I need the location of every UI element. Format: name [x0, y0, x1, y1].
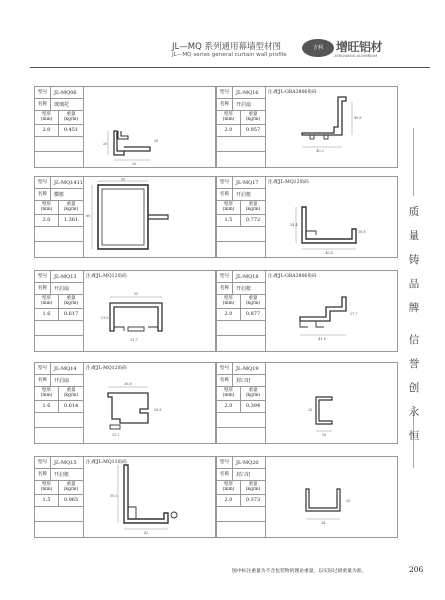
name-value: 横框: [54, 192, 65, 198]
spec-table: [35, 271, 83, 351]
wall-unit: (mm): [222, 486, 235, 492]
wall-value: 2.0: [35, 215, 59, 226]
svg-text:20: 20: [103, 142, 108, 146]
weight-unit: (kg/m): [245, 300, 261, 306]
model-label: 型号: [217, 87, 233, 98]
blank-row: [217, 321, 265, 336]
wall-unit: (mm): [222, 300, 235, 306]
logo-subtitle: ZENGWANG ALUMINIUM: [334, 54, 378, 58]
weight-value: 0.451: [63, 126, 79, 133]
profile-card: [34, 456, 216, 538]
blank-row: [35, 428, 83, 443]
weight-label: 重量: [248, 295, 258, 301]
spec-value-row: [35, 309, 83, 321]
svg-text:30: 30: [131, 162, 137, 166]
wall-value: 2.0: [217, 401, 241, 412]
model-row: [217, 177, 265, 189]
weight-label: 重量: [66, 481, 76, 487]
spec-value-row: [217, 215, 265, 227]
svg-text:31.7: 31.7: [130, 338, 138, 342]
weight-label: 重量: [248, 201, 258, 207]
wall-header: [217, 481, 241, 494]
wall-label: 壁厚: [42, 201, 51, 207]
spec-header-row: [217, 201, 265, 215]
wall-header: [217, 387, 241, 400]
wall-label: 壁厚: [224, 295, 233, 301]
weight-header: [59, 481, 83, 494]
spec-header-row: [217, 481, 265, 495]
name-row: [217, 283, 265, 295]
weight-label: 重量: [66, 387, 76, 393]
wall-value: 1.6: [35, 401, 59, 412]
weight-value: 0.394: [245, 402, 261, 409]
blank-row: [217, 227, 265, 242]
spec-header-row: [217, 295, 265, 309]
wall-unit: (mm): [222, 206, 235, 212]
svg-text:42: 42: [143, 531, 149, 535]
blank-row: [35, 507, 83, 522]
blank-row: [35, 336, 83, 351]
wall-unit: (mm): [40, 392, 53, 398]
profile-drawing: [266, 177, 397, 257]
spec-header-row: [35, 387, 83, 401]
slogan-char: 誉: [408, 358, 420, 370]
model-value: JL-MQ1411: [54, 179, 83, 186]
model-row: [35, 177, 83, 189]
name-value: 开启扇: [54, 378, 70, 384]
blank-row: [35, 242, 83, 257]
wall-label: 壁厚: [42, 295, 51, 301]
model-label: 型号: [217, 363, 233, 374]
svg-text:40.4: 40.4: [325, 251, 333, 255]
wall-label: 壁厚: [224, 387, 233, 393]
footer-note: 图中标注重量为不含包装物的理论重量，以实际过磅重量为准。: [232, 569, 367, 574]
weight-unit: (kg/m): [63, 206, 79, 212]
name-label: 名称: [35, 99, 51, 110]
wall-value: 2.0: [217, 309, 241, 320]
weight-unit: (kg/m): [245, 116, 261, 122]
weight-label: 重量: [66, 201, 76, 207]
svg-text:50.5: 50.5: [110, 494, 118, 498]
spec-value-row: [217, 125, 265, 137]
name-label: 名称: [217, 375, 233, 386]
blank-row: [217, 152, 265, 167]
weight-unit: (kg/m): [245, 486, 261, 492]
svg-text:25: 25: [308, 408, 313, 412]
weight-unit: (kg/m): [63, 116, 79, 122]
slogan-char: 质: [408, 206, 420, 218]
name-row: [35, 99, 83, 111]
model-value: JL-MQ17: [236, 179, 259, 186]
blank-row: [35, 413, 83, 428]
profile-card: [216, 86, 398, 168]
spec-header-row: [35, 295, 83, 309]
name-row: [217, 189, 265, 201]
model-label: 型号: [217, 177, 233, 188]
spec-table: [35, 87, 83, 167]
model-value: JL-MQ16: [236, 89, 259, 96]
name-value: 玻璃托: [54, 102, 70, 108]
svg-text:49.8: 49.8: [354, 116, 362, 120]
accessory-note: 注:配JL-GRA3806角码: [268, 274, 317, 279]
spec-value-row: [35, 495, 83, 507]
profile-card: [34, 86, 216, 168]
blank-row: [35, 152, 83, 167]
slogan-char: 铸: [408, 254, 420, 266]
header-title-en: JL—MQ series general curtain wall profile: [172, 52, 287, 58]
model-row: [35, 363, 83, 375]
svg-text:35: 35: [133, 292, 139, 296]
svg-text:28.8: 28.8: [154, 408, 162, 412]
weight-value: 0.965: [63, 496, 79, 503]
spec-value-row: [35, 401, 83, 413]
spec-table: [217, 271, 265, 351]
model-row: [35, 87, 83, 99]
name-row: [217, 375, 265, 387]
spec-table: [35, 177, 83, 257]
name-row: [35, 375, 83, 387]
spec-table: [217, 177, 265, 257]
model-row: [35, 271, 83, 283]
profile-drawing: [84, 457, 215, 537]
profile-card: [34, 362, 216, 444]
svg-text:80: 80: [86, 214, 91, 218]
spec-table: [217, 457, 265, 537]
blank-row: [217, 242, 265, 257]
page-number: 206: [409, 565, 424, 574]
wall-header: [217, 295, 241, 308]
model-row: [217, 87, 265, 99]
spec-header-row: [35, 481, 83, 495]
blank-row: [217, 336, 265, 351]
header-title-cn: JL—MQ 系列通用幕墙型材图: [172, 42, 281, 52]
name-row: [35, 469, 83, 481]
weight-label: 重量: [248, 111, 258, 117]
svg-text:18.8: 18.8: [358, 230, 366, 234]
profile-drawing: [266, 457, 397, 537]
model-row: [217, 363, 265, 375]
wall-unit: (mm): [222, 116, 235, 122]
slogan-vertical: [399, 128, 429, 468]
accessory-note: 注:配JL-GRA3806角码: [268, 90, 317, 95]
model-label: 型号: [217, 457, 233, 468]
weight-header: [241, 295, 265, 308]
svg-text:13.2: 13.2: [112, 433, 120, 437]
slogan-char: 量: [408, 230, 420, 242]
slogan-char: 牌: [408, 302, 420, 314]
model-value: JL-MQ19: [236, 365, 259, 372]
accessory-note: 注:配JL-MQ12角码: [268, 180, 309, 185]
slogan-char: 信: [408, 334, 420, 346]
weight-value: 0.957: [245, 126, 261, 133]
name-label: 名称: [217, 189, 233, 200]
wall-value: 1.6: [35, 309, 59, 320]
model-label: 型号: [217, 271, 233, 282]
name-value: 开启框: [54, 472, 70, 478]
name-row: [217, 469, 265, 481]
wall-header: [35, 295, 59, 308]
weight-value: 0.373: [245, 496, 261, 503]
model-row: [217, 457, 265, 469]
wall-label: 壁厚: [42, 111, 51, 117]
wall-value: 2.0: [217, 125, 241, 136]
spec-header-row: [217, 387, 265, 401]
name-value: 开启扇: [54, 286, 70, 292]
model-label: 型号: [35, 87, 51, 98]
wall-label: 壁厚: [42, 387, 51, 393]
profile-drawing: [266, 363, 397, 443]
blank-row: [217, 428, 265, 443]
svg-text:34.4: 34.4: [290, 223, 298, 227]
spec-value-row: [217, 401, 265, 413]
profile-card: [216, 176, 398, 258]
weight-value: 0.614: [63, 402, 79, 409]
wall-unit: (mm): [40, 206, 53, 212]
model-row: [35, 457, 83, 469]
weight-value: 0.772: [245, 216, 261, 223]
wall-header: [35, 387, 59, 400]
accessory-note: 注:配JL-MQ12角码: [86, 366, 127, 371]
model-value: JL-MQ06: [54, 89, 77, 96]
profile-card: [216, 456, 398, 538]
wall-unit: (mm): [40, 486, 53, 492]
name-value: 开启框: [236, 286, 252, 292]
profile-card: [34, 176, 216, 258]
spec-header-row: [35, 111, 83, 125]
model-row: [217, 271, 265, 283]
spec-value-row: [217, 495, 265, 507]
accessory-note: 注:配JL-MQ12角码: [86, 274, 127, 279]
page-header: [0, 38, 445, 68]
model-value: JL-MQ13: [54, 273, 77, 280]
svg-text:21.6: 21.6: [101, 316, 109, 320]
wall-value: 2.0: [217, 495, 241, 506]
svg-text:50: 50: [120, 177, 126, 182]
accessory-note: 注:配JL-MQ13角码: [86, 460, 127, 465]
weight-unit: (kg/m): [245, 392, 261, 398]
wall-unit: (mm): [40, 300, 53, 306]
slogan-char: 永: [408, 406, 420, 418]
svg-text:36.8: 36.8: [124, 382, 132, 386]
blank-row: [35, 522, 83, 537]
svg-text:34: 34: [320, 521, 326, 525]
header-rule: [30, 67, 430, 68]
spec-value-row: [217, 309, 265, 321]
wall-value: 1.5: [217, 215, 241, 226]
slogan-char: 恒: [408, 430, 420, 442]
weight-unit: (kg/m): [63, 486, 79, 492]
profile-card: [34, 270, 216, 352]
weight-value: 1.361: [63, 216, 79, 223]
spec-table: [35, 457, 83, 537]
blank-row: [35, 227, 83, 242]
profile-card: [216, 270, 398, 352]
model-value: JL-MQ14: [54, 365, 77, 372]
profile-drawing: [84, 87, 215, 167]
name-label: 名称: [35, 189, 51, 200]
name-value: 封口钉: [236, 472, 252, 478]
svg-text:38: 38: [154, 139, 159, 143]
profile-drawing: [266, 87, 397, 167]
spec-value-row: [35, 215, 83, 227]
name-label: 名称: [35, 375, 51, 386]
weight-unit: (kg/m): [63, 300, 79, 306]
weight-unit: (kg/m): [245, 206, 261, 212]
slogan-char: 创: [408, 382, 420, 394]
svg-text:27.7: 27.7: [350, 312, 358, 316]
spec-header-row: [35, 201, 83, 215]
weight-header: [59, 111, 83, 124]
name-label: 名称: [35, 283, 51, 294]
weight-header: [59, 201, 83, 214]
logo-badge: 吉利: [302, 39, 334, 57]
name-row: [217, 99, 265, 111]
logo-name: 增旺铝材: [336, 40, 383, 54]
wall-header: [35, 481, 59, 494]
weight-unit: (kg/m): [63, 392, 79, 398]
model-label: 型号: [35, 271, 51, 282]
name-value: 封口钉: [236, 378, 252, 384]
blank-row: [217, 522, 265, 537]
weight-label: 重量: [248, 387, 258, 393]
model-label: 型号: [35, 457, 51, 468]
profile-drawing: [84, 271, 215, 351]
name-label: 名称: [217, 469, 233, 480]
wall-header: [35, 201, 59, 214]
wall-header: [35, 111, 59, 124]
wall-label: 壁厚: [42, 481, 51, 487]
svg-text:41.8: 41.8: [318, 337, 326, 341]
wall-unit: (mm): [40, 116, 53, 122]
profile-drawing: [84, 177, 215, 257]
model-label: 型号: [35, 177, 51, 188]
spec-value-row: [35, 125, 83, 137]
weight-label: 重量: [66, 295, 76, 301]
weight-label: 重量: [66, 111, 76, 117]
weight-header: [241, 111, 265, 124]
svg-text:40.2: 40.2: [316, 149, 324, 153]
wall-header: [217, 201, 241, 214]
name-label: 名称: [35, 469, 51, 480]
weight-header: [59, 387, 83, 400]
blank-row: [217, 507, 265, 522]
model-value: JL-MQ15: [54, 459, 77, 466]
name-row: [35, 283, 83, 295]
name-value: 开启扇: [236, 102, 252, 108]
blank-row: [35, 137, 83, 152]
spec-header-row: [217, 111, 265, 125]
name-label: 名称: [217, 283, 233, 294]
wall-header: [217, 111, 241, 124]
name-label: 名称: [217, 99, 233, 110]
wall-value: 1.5: [35, 495, 59, 506]
model-value: JL-MQ20: [236, 459, 259, 466]
weight-value: 0.617: [63, 310, 79, 317]
profile-drawing: [84, 363, 215, 443]
wall-label: 壁厚: [224, 201, 233, 207]
name-value: 开启框: [236, 192, 252, 198]
wall-value: 2.0: [35, 125, 59, 136]
wall-label: 壁厚: [224, 481, 233, 487]
wall-label: 壁厚: [224, 111, 233, 117]
spec-table: [217, 363, 265, 443]
blank-row: [217, 413, 265, 428]
blank-row: [35, 321, 83, 336]
weight-value: 0.877: [245, 310, 261, 317]
spec-table: [217, 87, 265, 167]
weight-header: [241, 481, 265, 494]
profile-drawing: [266, 271, 397, 351]
svg-text:20: 20: [346, 499, 351, 503]
weight-header: [59, 295, 83, 308]
weight-header: [241, 387, 265, 400]
weight-label: 重量: [248, 481, 258, 487]
name-row: [35, 189, 83, 201]
model-value: JL-MQ18: [236, 273, 259, 280]
weight-header: [241, 201, 265, 214]
wall-unit: (mm): [222, 392, 235, 398]
model-label: 型号: [35, 363, 51, 374]
svg-text:16: 16: [321, 433, 327, 437]
spec-table: [35, 363, 83, 443]
slogan-char: 品: [408, 278, 420, 290]
blank-row: [217, 137, 265, 152]
profile-card: [216, 362, 398, 444]
